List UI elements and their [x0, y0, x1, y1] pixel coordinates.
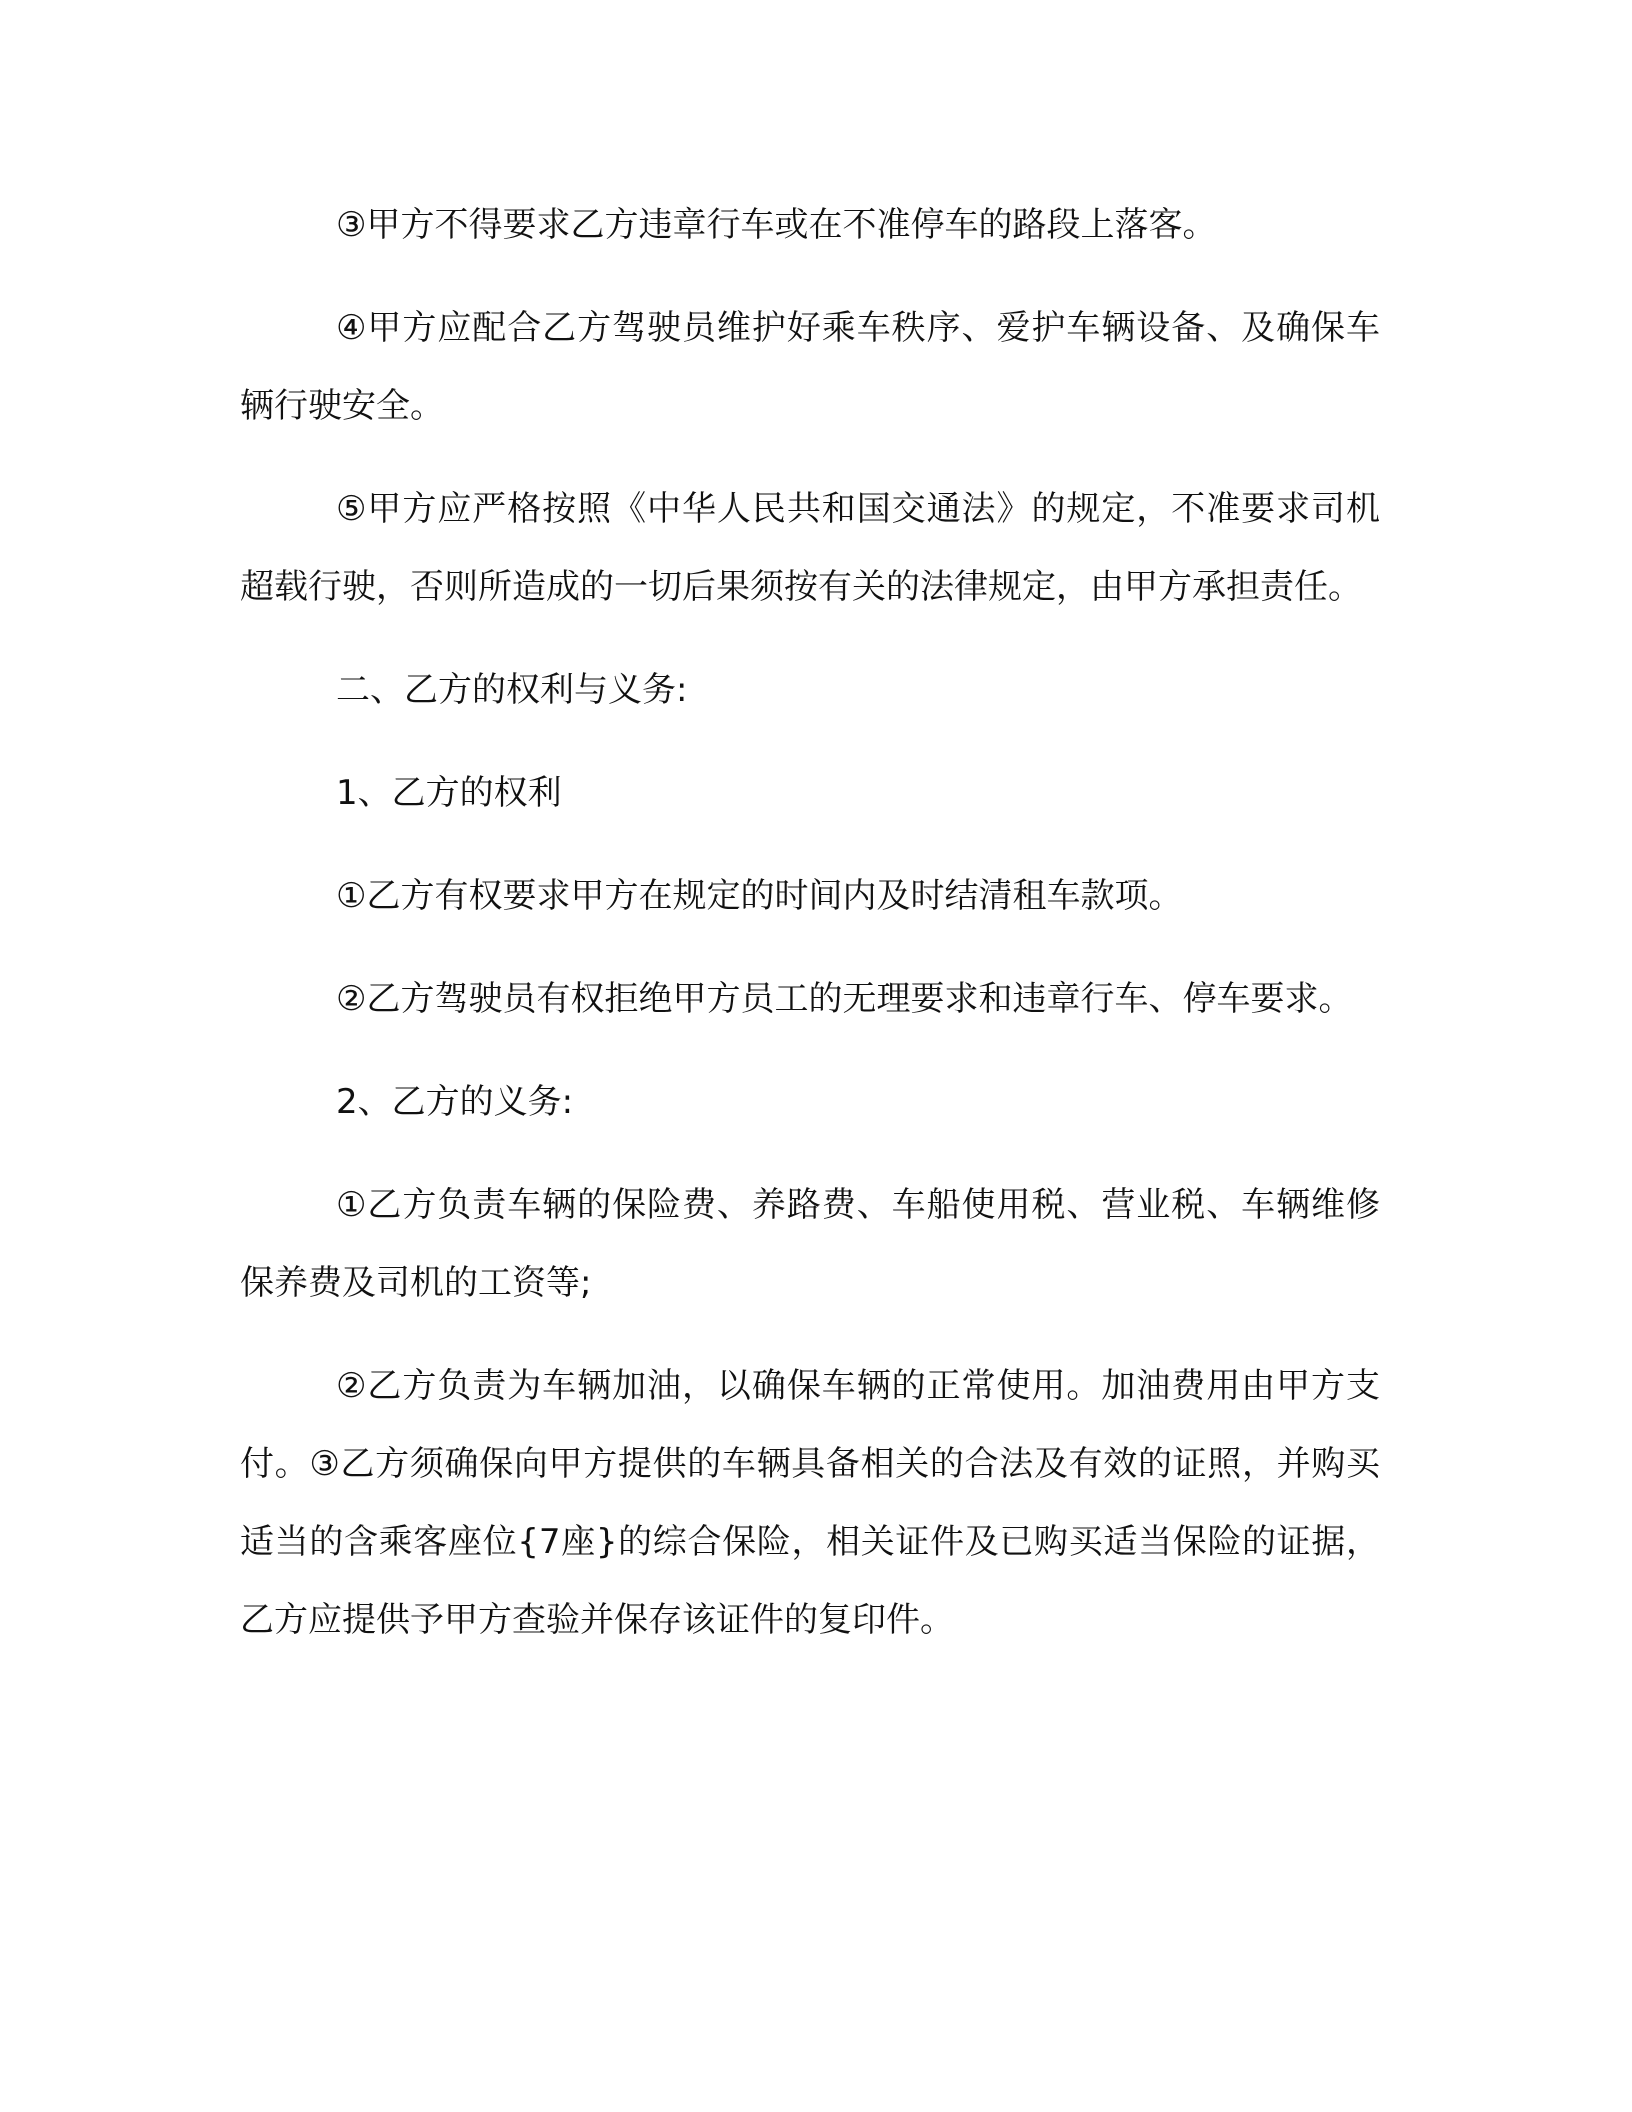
paragraph-party-a-traffic-law: ⑤甲方应严格按照《中华人民共和国交通法》的规定，不准要求司机超载行驶，否则所造成的一切后果须按有关的法律规定，由甲方承担责任。 [240, 489, 1380, 607]
paragraph-party-b-fees: ①乙方负责车辆的保险费、养路费、车船使用税、营业税、车辆维修保养费及司机的工资等; [240, 1185, 1380, 1303]
paragraph-party-a-no-illegal-stop: ③甲方不得要求乙方违章行车或在不准停车的路段上落客。 [336, 205, 1217, 245]
paragraph-party-a-maintain-order: ④甲方应配合乙方驾驶员维护好乘车秩序、爱护车辆设备、及确保车辆行驶安全。 [240, 308, 1380, 426]
subheading-party-b-obligations: 2、乙方的义务: [336, 1082, 574, 1122]
document-body [240, 186, 1380, 1659]
paragraph-party-b-fuel-and-insurance: ②乙方负责为车辆加油，以确保车辆的正常使用。加油费用由甲方支付。③乙方须确保向甲方提供的车辆具备相关的合法及有效的证照，并购买适当的含乘客座位{7座}的综合保险，相关证件及已购买适当保险的证据，乙方应提供予甲方查验并保存该证件的复印件。 [240, 1366, 1380, 1640]
section-heading-party-b-rights-obligations: 二、乙方的权利与义务: [336, 670, 688, 710]
subheading-party-b-rights: 1、乙方的权利 [336, 773, 562, 813]
paragraph-party-b-refuse-right: ②乙方驾驶员有权拒绝甲方员工的无理要求和违章行车、停车要求。 [336, 979, 1353, 1019]
paragraph-party-b-payment-right: ①乙方有权要求甲方在规定的时间内及时结清租车款项。 [336, 876, 1183, 916]
